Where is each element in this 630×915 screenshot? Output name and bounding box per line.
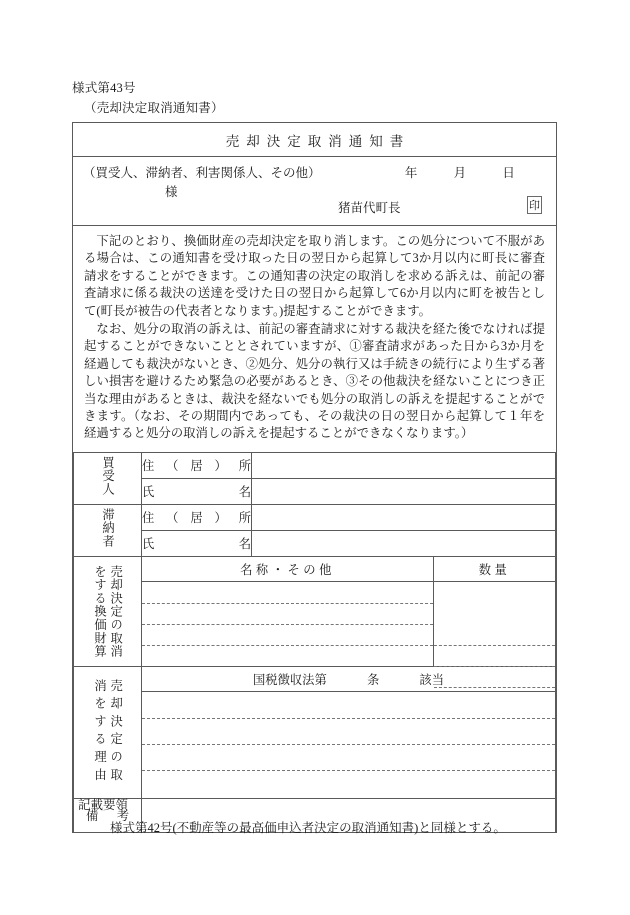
buyer-name-label-cell <box>142 478 252 504</box>
notes-title: 記載要領 <box>78 798 129 812</box>
reason-lines <box>142 692 555 798</box>
address-label-part-4: ） <box>214 511 227 526</box>
delinquent-address-field[interactable] <box>252 504 556 530</box>
delinquent-label-cell <box>74 504 142 556</box>
address-label-part-4: ） <box>214 459 227 474</box>
buyer-name-field[interactable] <box>252 478 556 504</box>
table-row <box>74 557 556 582</box>
address-label-part-5: 所 <box>238 459 251 474</box>
address-label-part-3: 居 <box>190 511 203 526</box>
body-paragraph-1: 下記のとおり、換価財産の売却決定を取り消します。この処分について不服がある場合は、この通知書を受け取った日の翌日から起算して3か月以内に町長に審査請求をすることができます。この通知書の決定の取消しを求める訴えは、前記の審査請求に係る裁決の送達を受けた日の翌日から起算して6か月以内に町を被告として(町長が被告の代表者となります。)提起することができます。 <box>84 234 545 318</box>
notes-text: 様式第42号(不動産等の最高価申込者決定の取消通知書)と同様とする。 <box>110 821 506 835</box>
delinquent-address-label-cell <box>142 504 252 530</box>
document-title: 売却決定取消通知書 <box>225 133 411 149</box>
name-label-part-2: 名 <box>238 537 251 552</box>
date-month-label: 月 <box>453 166 467 180</box>
name-label <box>142 534 251 552</box>
name-label-part-1: 氏 <box>142 485 155 500</box>
seal-stamp-box: 印 <box>527 196 542 214</box>
reason-header-part-1: 国税徴収法第 <box>252 672 327 687</box>
property-label-cell <box>74 557 142 667</box>
reason-header-part-3: 該当 <box>419 672 445 687</box>
name-label-part-1: 氏 <box>142 537 155 552</box>
table-row <box>74 581 556 666</box>
issuer-name: 猪苗代町長 <box>338 201 401 215</box>
address-label-part-5: 所 <box>238 511 251 526</box>
property-quantity-entry-area[interactable] <box>434 581 556 666</box>
property-label-left: をする換価財算 <box>92 564 107 658</box>
address-label-part-1: 住 <box>142 459 155 474</box>
address-label <box>142 456 251 474</box>
address-label-part-3: 居 <box>190 459 203 474</box>
address-label-part-2: （ <box>166 511 179 526</box>
reason-entry-area[interactable] <box>142 691 556 798</box>
reason-label-cell <box>74 667 142 799</box>
name-label-part-2: 名 <box>238 485 251 500</box>
property-column-name-header: 名称・その他 <box>142 557 434 582</box>
buyer-label-cell <box>74 453 142 505</box>
form-number: 様式第43号 <box>72 81 136 95</box>
table-row <box>74 691 556 798</box>
reason-label-right: 売却決定の取 <box>108 678 123 786</box>
buyer-label: 買受人 <box>100 456 115 497</box>
property-name-entry-area[interactable] <box>142 581 434 666</box>
table-row <box>74 453 556 479</box>
delinquent-name-field[interactable] <box>252 530 556 556</box>
reason-label-left: 消をする理由 <box>92 678 107 786</box>
property-table <box>73 557 556 667</box>
name-label <box>142 482 251 500</box>
issuer-row <box>73 198 556 218</box>
table-row <box>74 530 556 556</box>
property-label <box>74 565 141 658</box>
delinquent-name-label-cell <box>142 530 252 556</box>
date-year-label: 年 <box>404 166 418 180</box>
form-frame <box>72 122 557 833</box>
property-name-lines <box>142 582 433 666</box>
table-row <box>74 504 556 530</box>
remarks-label-part-1: 備 <box>86 809 99 824</box>
address-label-part-1: 住 <box>142 511 155 526</box>
remarks-label-part-2: 考 <box>116 809 129 824</box>
reason-header-part-2: 条 <box>366 672 380 687</box>
reason-label <box>74 679 141 786</box>
table-row <box>74 478 556 504</box>
address-label-part-2: （ <box>166 459 179 474</box>
property-label-right: 売却決定の取消 <box>108 564 123 658</box>
body-band <box>73 226 556 453</box>
buyer-address-label-cell <box>142 453 252 479</box>
addressee-band <box>73 157 556 226</box>
honorific-label: 様 <box>165 185 178 199</box>
property-column-quantity-header: 数量 <box>434 557 556 582</box>
form-subtitle: （売却決定取消通知書） <box>84 101 224 115</box>
addressee-line: （買受人、滞納者、利害関係人、その他） <box>83 166 321 180</box>
date-day-label: 日 <box>502 166 515 180</box>
buyer-address-field[interactable] <box>252 453 556 479</box>
parties-table <box>73 453 556 557</box>
title-band <box>73 123 556 157</box>
address-label <box>142 508 251 526</box>
date-line <box>405 163 542 181</box>
body-paragraph-2: なお、処分の取消の訴えは、前記の審査請求に対する裁決を経た後でなければ提起することができないこととされていますが、①審査請求があった日から3か月を経過しても裁決がないとき、②処分、処分の執行又は手続きの続行により生ずる著しい損害を避けるため緊急の必要があるとき、③その他裁決を経ないことにつき正当な理由があるときは、裁決を経ないでも処分の取消しの訴えを提起することができます。（なお、その期間内であっても、その裁決の日の翌日から起算して１年を経過すると処分の取消しの訴えを提起することができなくなります。） <box>84 322 545 441</box>
delinquent-label: 滞納者 <box>100 508 115 549</box>
